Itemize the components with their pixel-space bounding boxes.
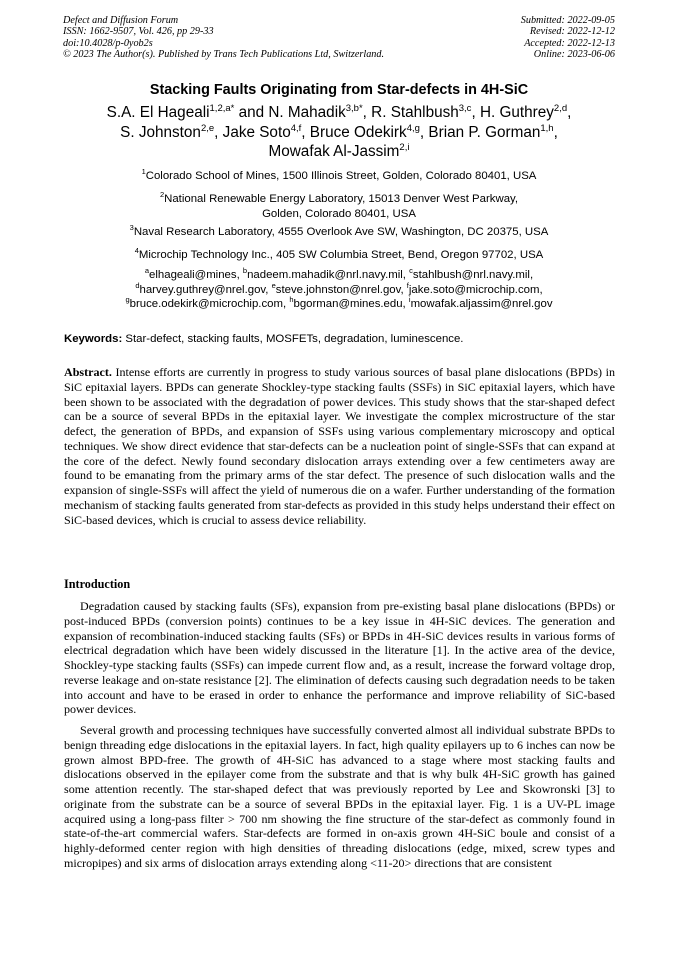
intro-paragraph-1: Degradation caused by stacking faults (SFs), expansion from pre-existing basal plane dislocations (BPDs) or post-induced BPDs (conversion points) continues to be a key issue in 4H-SiC devices. The generation and expansion of recombination-induced stacking faults (SFs) or BPDs in 4H-SiC devices results in various forms of electrical degradation which have been widely discussed in the literature [1]. In the active area of the device, Shockley-type stacking faults (SSFs) can impede current flow and, as a result, increase the forward voltage drop, reverse leakage and on-state resistance [2]. The elimination of defects causing such degradation needs to be taken into account and have to be erased in order to enhance the performance and improve reliability of SiC-based power devices. [64,599,615,717]
keywords [64,332,616,346]
journal-info [63,15,384,61]
journal-issn: ISSN: 1662-9507, Vol. 426, pp 29-33 [63,26,214,38]
author: Bruce Odekirk$^{4,g}$, [309,122,429,141]
author: Brian P. Gorman$^{1,h}$, [428,122,558,141]
abstract-label: Abstract. [64,365,112,379]
author: N. Mahadik$^{3,b*}$, [268,102,372,121]
journal-doi: doi:10.4028/p-0yob2s [63,37,153,49]
keywords-label: Keywords: [64,333,123,345]
email-line: $^d$harvey.guthrey@nrel.gov, $^e$steve.johnston@nrel.gov, $^f$jake.soto@microchip.com, [135,280,543,296]
author-list [50,103,628,162]
email-list [40,268,638,312]
affiliation-2: $^2$National Renewable Energy Laboratory, 15013 Denver West Parkway, Golden, Colorado 80401, USA [159,190,519,220]
affiliation-4: $^4$Microchip Technology Inc., 405 SW Columbia Street, Bend, Oregon 97702, USA [134,246,544,261]
date-accepted: Accepted: 2022-12-13 [524,37,615,49]
keywords-text: Star-defect, stacking faults, MOSFETs, degradation, luminescence. [122,333,464,345]
abstract [64,365,615,527]
author: Jake Soto$^{4,f}$, [222,122,310,141]
affiliation-1: $^1$Colorado School of Mines, 1500 Illinois Street, Golden, Colorado 80401, USA [141,167,537,182]
date-revised: Revised: 2022-12-12 [529,26,615,38]
abstract-text: Intense efforts are currently in progress to study various sources of basal plane dislocations (BPDs) in SiC epitaxial layers. BPDs can generate Shockley-type stacking faults (SSFs) in SiC epitaxial layers, which have been shown to be associated with the degradation of power devices. This study shows that the star-shaped defect can be a source of several BPDs in the epitaxial layer. We investigate the complex microstructure of the star defect, the generation of BPDs, and expansion of SSFs using various complementary microscopy and optical techniques. We show direct evidence that star-defects can be a nucleation point of single-SSFs that can expand at the core of the defect. Newly found secondary dislocation arrays extending over a few centimeters away are found to be emanating from the primary arms of the star defect. The presence of such dislocation walls and the expansion of single-SSFs will affect the yield of numerous die on a wafer. Further understanding of the formation mechanism of stacking faults generated from star-defects as provided in this study helps understand their effect on SiC-based devices, which is crucial to assess device reliability. [64,365,615,527]
affiliation-3: $^3$Naval Research Laboratory, 4555 Overlook Ave SW, Washington, DC 20375, USA [129,223,549,238]
author: R. Stahlbush$^{3,c}$, [371,102,480,121]
author: Mowafak Al-Jassim$^{2,i}$ [268,141,410,160]
author: S.A. El Hageali$^{1,2,a*}$ and [106,102,269,121]
date-submitted: Submitted: 2022-09-05 [520,15,615,26]
intro-paragraph-2: Several growth and processing techniques have successfully converted almost all individual substrate BPDs to benign threading edge dislocations in the epitaxial layers. In fact, high quality epilayers up to 6 inches can now be grown almost BPD-free. The growth of 4H-SiC has advanced to a stage where most stacking faults and dislocations observed in the epilayer come from the substrate and that is why bulk 4H-SiC growth has gained some attention recently. The star-shaped defect that was previously reported by Lee and Skowronski [3] to originate from the substrate can be a source of several BPDs in the epitaxial layer. Fig. 1 is a UV-PL image acquired using a long-pass filter > 700 nm showing the fine structure of the star-defect as commonly found in state-of-the-art commercial wafers. Star-defects are formed in on-axis grown 4H-SiC boule and consist of a highly-deformed center region with high densities of threading dislocations (edge, mixed, screw types and micropipes) and six arms of dislocation arrays extending along <11-20> directions that are consistent [64,723,615,870]
email-line: $^g$bruce.odekirk@microchip.com, $^h$bgorman@mines.edu, $^i$mowafak.aljassim@nrel.gov [125,295,553,311]
date-online: Online: 2023-06-06 [533,49,615,61]
journal-copyright: © 2023 The Author(s). Published by Trans Tech Publications Ltd, Switzerland. [63,49,385,61]
author: S. Johnston$^{2,e}$, [120,122,223,141]
email-line: $^a$elhageali@mines, $^b$nadeem.mahadik@nrl.navy.mil, $^c$stahlbush@nrl.navy.mil, [144,266,534,281]
section-heading-introduction: Introduction [64,577,131,591]
journal-name: Defect and Diffusion Forum [63,15,179,26]
author: H. Guthrey$^{2,d}$, [479,102,572,121]
submission-dates [521,15,615,61]
paper-title: Stacking Faults Originating from Star-defects in 4H-SiC [149,82,529,98]
